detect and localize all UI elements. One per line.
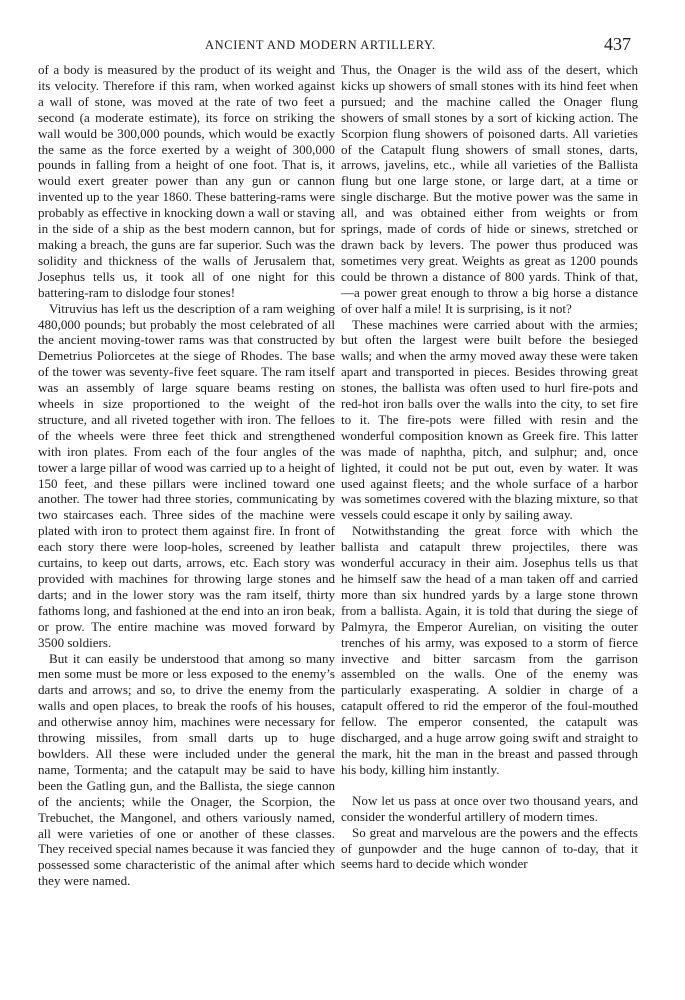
page-number: 437 xyxy=(604,34,631,54)
running-head xyxy=(0,34,685,56)
paragraph-gunpowder: So great and marvelous are the powers and the effects of gunpowder and the huge cannon of to-day, that it seems hard to decide which wonder xyxy=(341,824,638,872)
running-title: ANCIENT AND MODERN ARTILLERY. xyxy=(205,38,436,52)
left-column xyxy=(38,62,335,889)
paragraph-onager: Thus, the Onager is the wild ass of the desert, which kicks up showers of small stones with its hind feet when pursued; and the machine called the Onager flung showers of small stones by a sort of kicking action. The Scorpion flung showers of poisoned darts. All varieties of the Catapult flung showers of small stones, darts, arrows, javelins, etc., while all varieties of the Ballista flung but one large stone, or large dart, at a time or single discharge. But the motive power was the same in all, and was obtained either from weights or from springs, made of cords of hide or sinews, stretched or drawn back by levers. The power thus produced was sometimes very great. Weights as great as 1200 pounds could be thrown a distance of 800 yards. Think of that,—a power great enough to throw a big horse a distance of over half a mile! It is surprising, is it not? xyxy=(341,62,638,316)
paragraph-vitruvius: Vitruvius has left us the description of a ram weighing 480,000 pounds; but probably the most celebrated of all the ancient moving-tower rams was that constructed by Demetrius Poliorcetes at the siege of Rhodes. The base of the tower was seventy-five feet square. The ram itself was an assembly of large square beams resting on wheels in size proportioned to the weight of the structure, and all riveted together with iron. The felloes of the wheels were three feet thick and strengthened with iron plates. From each of the four angles of the tower a large pillar of wood was carried up to a height of 150 feet, and these pillars were inclined toward one another. The tower had three stories, communicating by two staircases each. Three sides of the machine were plated with iron to protect them against fire. In front of each story there were loop-holes, screened by leather curtains, to keep out darts, arrows, etc. Each story was provided with machines for throwing large stones and darts; and in the lower story was the ram itself, thirty fathoms long, and fashioned at the end into an iron beak, or prow. The entire machine was moved forward by 3500 soldiers. xyxy=(38,300,335,650)
paragraph-continued: of a body is measured by the product of its weight and its velocity. Therefore if this ram, when worked against a wall of stone, was moved at the rate of two feet a second (a moderate estimate), its force on striking the wall would be 300,000 pounds, which would be exactly the same as the force exerted by a weight of 300,000 pounds in falling from a height of one foot. That is, it would exert greater power than any gun or cannon invented up to the year 1860. These battering-rams were probably as effective in knocking down a wall or staving in the side of a ship as the best modern cannon, but for making a breach, the guns are far superior. Such was the solidity and thickness of the walls of Jerusalem that, Josephus tells us, it took all of one night for this battering-ram to dislodge four stones! xyxy=(38,62,335,300)
paragraph-accuracy: Notwithstanding the great force with which the ballista and catapult threw projectiles, there was wonderful accuracy in their aim. Josephus tells us that he himself saw the head of a man taken off and carried more than six hundred yards by a large stone thrown from a ballista. Again, it is told that during the siege of Palmyra, the Emperor Aurelian, on visiting the outer trenches of his army, was exposed to a storm of fierce invective and bitter sarcasm from the garrison assembled on the walls. One of the enemy was particularly exasperating. A soldier in charge of a catapult offered to rid the emperor of the foul-mouthed fellow. The emperor consented, the catapult was discharged, and a huge arrow going swift and straight to the mark, hit the man in the breast and passed through his body, killing him instantly. xyxy=(341,523,638,777)
paragraph-greek-fire: These machines were carried about with the armies; but often the largest were built before the besieged walls; and when the army moved away these were taken apart and transported in pieces. Besides throwing great stones, the ballista was often used to hurl fire-pots and red-hot iron balls over the walls into the city, to set fire to it. The fire-pots were filled with resin and the wonderful composition known as Greek fire. This latter was made of naphtha, pitch, and sulphur; and, once lighted, it could not be put out, even by water. It was used against fleets; and the whole surface of a harbor was sometimes covered with the blazing mixture, so that vessels could escape it only by sailing away. xyxy=(341,316,638,523)
paragraph-tormenta: But it can easily be understood that among so many men some must be more or less exposed to the enemy’s darts and arrows; and so, to drive the enemy from the walls and open places, to break the roofs of his houses, and otherwise annoy him, machines were necessary for throwing missiles, from small darts up to huge bowlders. All these were included under the general name, Tormenta; and the catapult may be said to have been the Gatling gun, and the Ballista, the siege cannon of the ancients; while the Onager, the Scorpion, the Trebuchet, the Mangonel, and others variously named, all were varieties of one or another of these classes. They received special names because it was fancied they possessed some characteristic of the animal after which they were named. xyxy=(38,650,335,889)
paragraph-modern-times: Now let us pass at once over two thousand years, and consider the wonderful artillery of modern times. xyxy=(341,792,638,824)
right-column xyxy=(341,62,638,872)
